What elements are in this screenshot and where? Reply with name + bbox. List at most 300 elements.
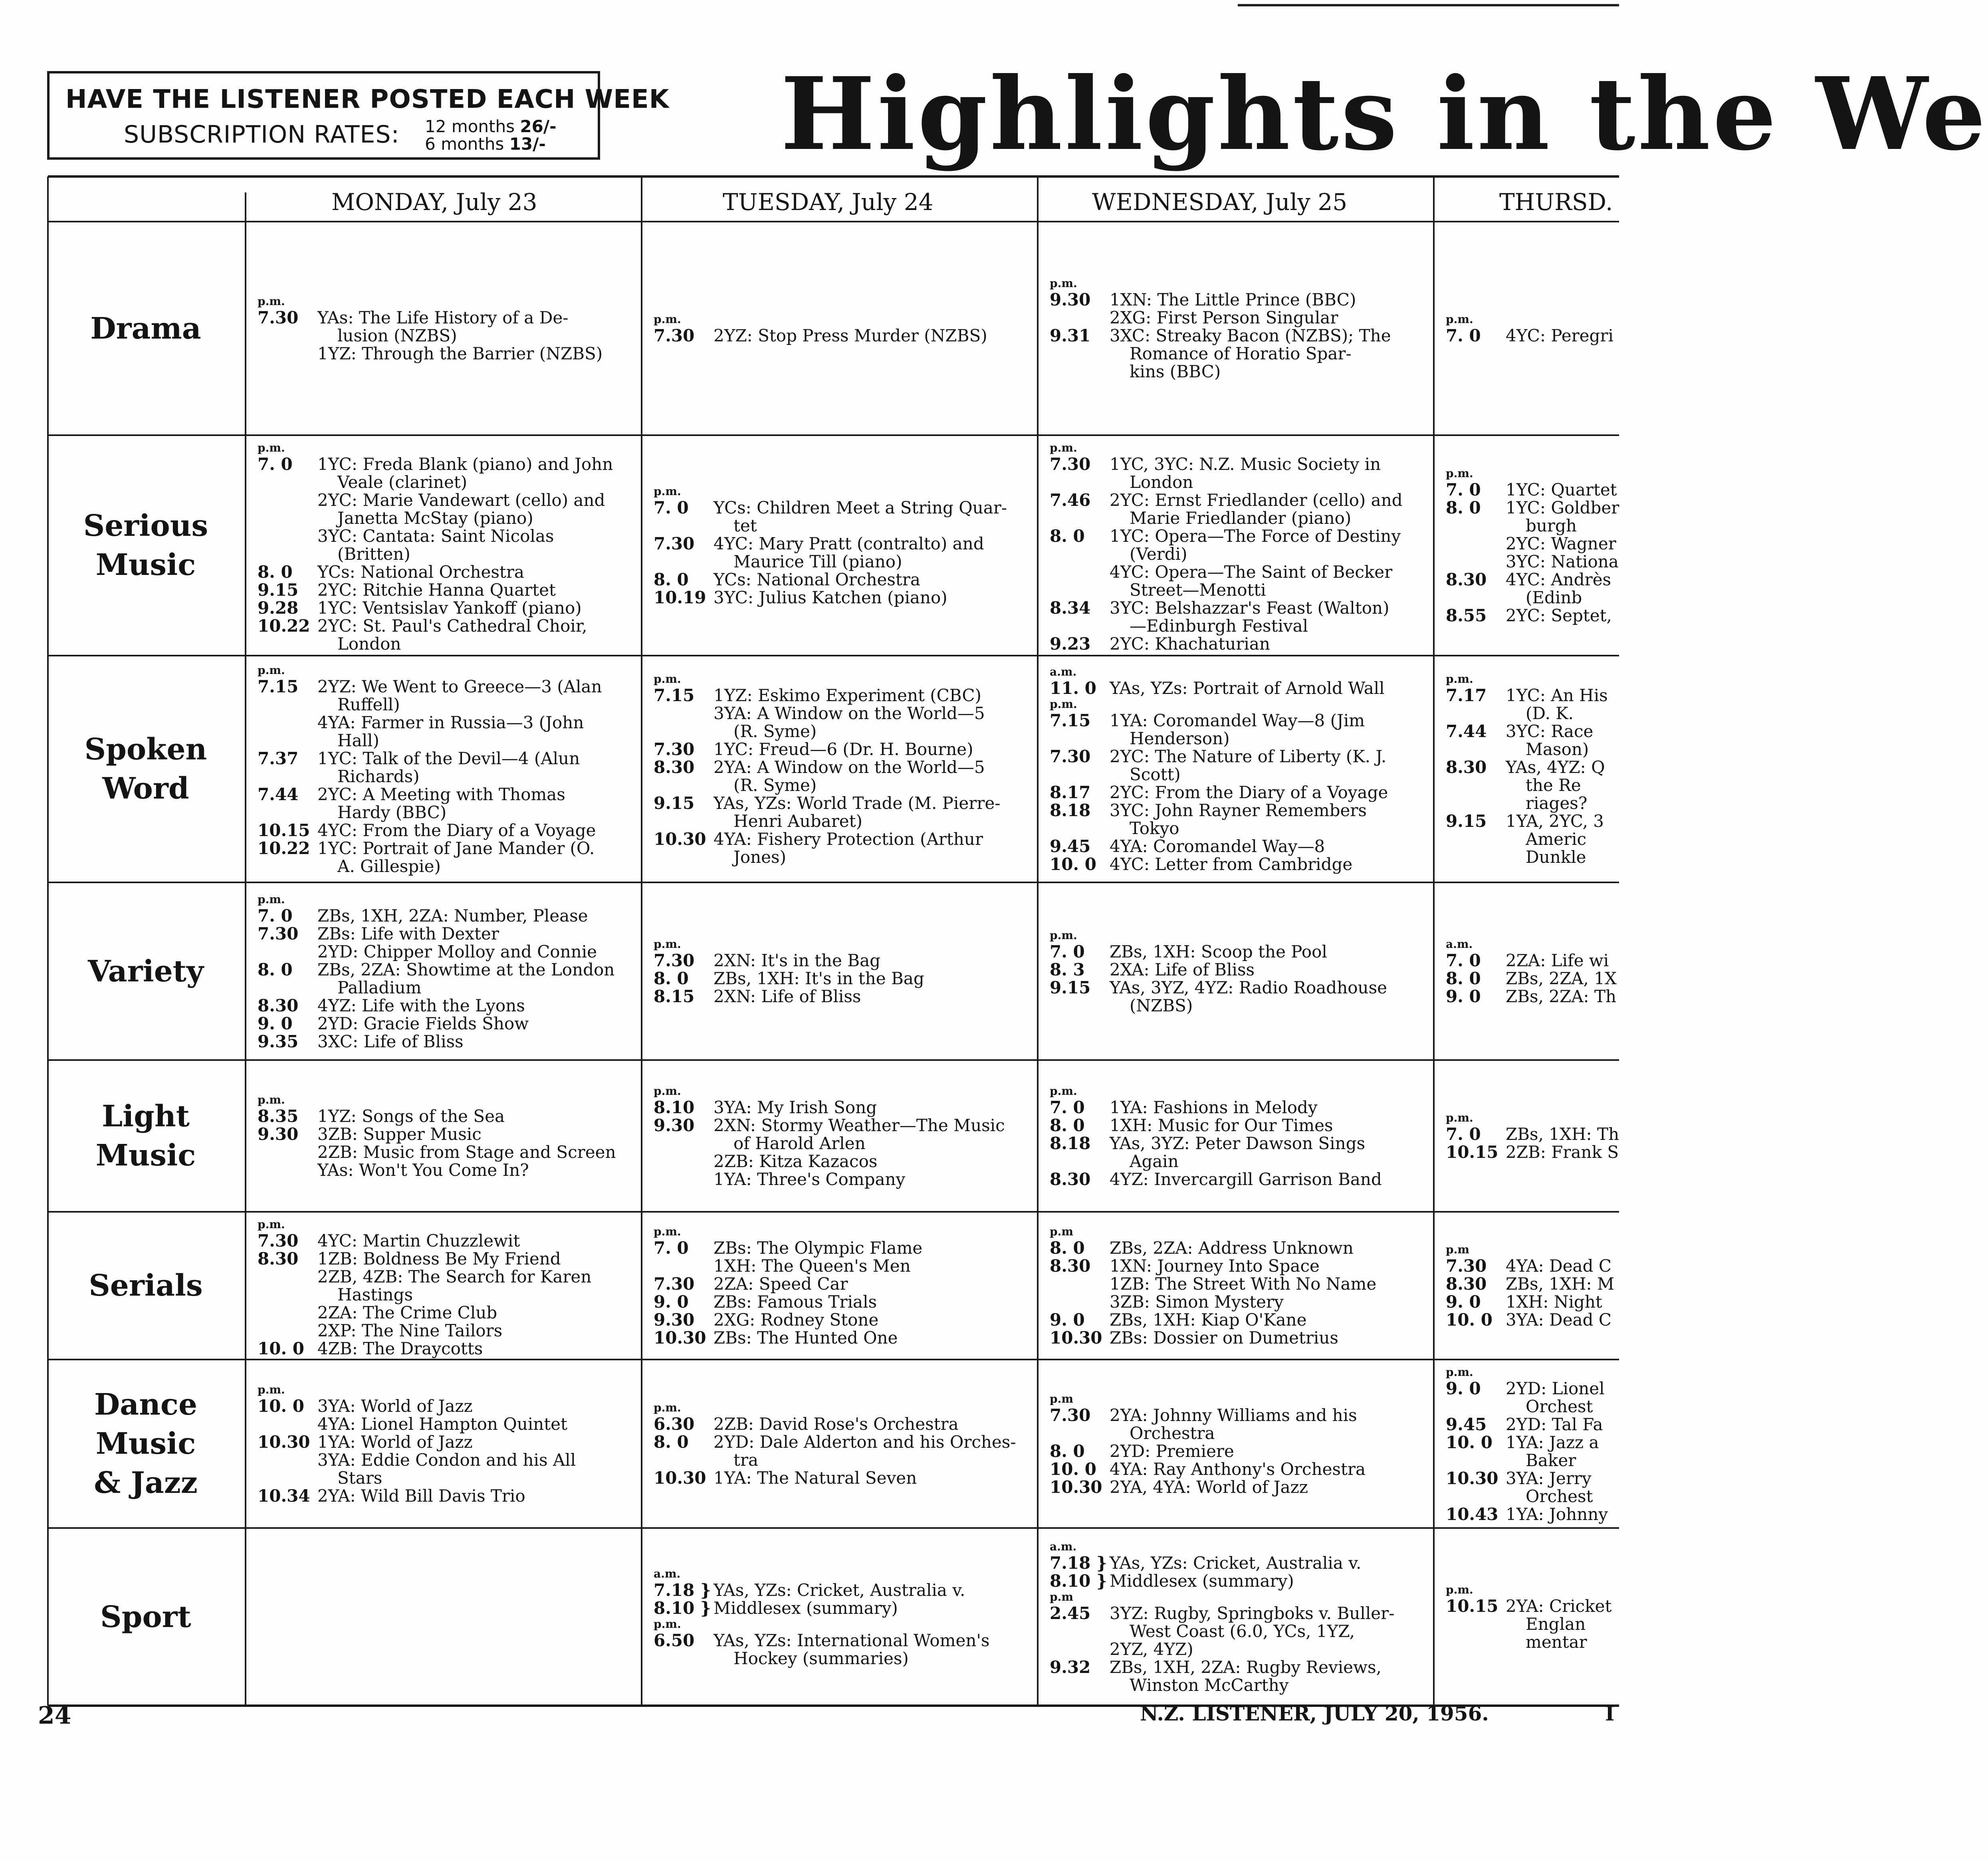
- programme-time: 10.43: [1446, 1504, 1498, 1524]
- programme-entry: [258, 327, 634, 345]
- page-headline: Highlights in the We: [781, 55, 1988, 172]
- programme-text: 2XG: First Person Singular: [1110, 308, 1338, 327]
- programme-time: 7.30: [654, 739, 695, 759]
- programme-entry: [1050, 545, 1426, 563]
- programme-entry: [258, 821, 634, 839]
- programme-text: ZBs, 1XH: M: [1506, 1274, 1615, 1294]
- programme-text: Veale (clarinet): [337, 472, 468, 492]
- programme-entry: [654, 1239, 1030, 1257]
- programme-text: 2YD: Lionel: [1506, 1379, 1605, 1398]
- programme-entry: [654, 758, 1030, 776]
- cell-drama-thursday: [1446, 312, 1611, 345]
- programme-entry: [654, 951, 1030, 969]
- programme-text: Orchest: [1526, 1486, 1593, 1506]
- programme-text: 2XA: Life of Bliss: [1110, 959, 1255, 979]
- programme-entry: [258, 907, 634, 925]
- programme-time: 8. 0: [654, 570, 689, 589]
- programme-text: 4YC: Mary Pratt (contralto) and: [714, 534, 984, 553]
- programme-entry: [258, 581, 634, 599]
- programme-entry: [1050, 1554, 1426, 1572]
- programme-text: ZBs: Dossier on Dumetrius: [1110, 1328, 1338, 1348]
- programme-text: YAs: Won't You Come In?: [317, 1160, 529, 1180]
- programme-entry: [1050, 1152, 1426, 1170]
- programme-text: Henri Aubaret): [733, 811, 862, 831]
- programme-entry: [1050, 997, 1426, 1015]
- programme-text: mentar: [1526, 1632, 1587, 1652]
- footer-right-fragment: I: [1605, 1702, 1615, 1725]
- programme-text: 1YA: World of Jazz: [317, 1432, 473, 1452]
- footer-credit: N.Z. LISTENER, JULY 20, 1956.: [1140, 1702, 1489, 1725]
- programme-text: tra: [733, 1450, 758, 1470]
- programme-text: 1YA: Fashions in Melody: [1110, 1097, 1318, 1117]
- programme-entry: [258, 678, 634, 696]
- programme-text: ZBs: The Olympic Flame: [714, 1238, 923, 1258]
- programme-text: 1YZ: Songs of the Sea: [317, 1106, 505, 1126]
- ampm-label: p.m.: [1446, 1583, 1473, 1596]
- programme-text: 2YD: Premiere: [1110, 1441, 1234, 1461]
- programme-time: 7. 0: [1446, 1124, 1481, 1144]
- programme-text: ZBs, 1XH, 2ZA: Rugby Reviews,: [1110, 1657, 1381, 1677]
- programme-text: Palladium: [337, 977, 422, 997]
- programme-time: 8.10 }: [654, 1598, 711, 1618]
- programme-entry: [1050, 1460, 1426, 1478]
- programme-entry: [1446, 812, 1611, 830]
- programme-entry: [1050, 1622, 1426, 1640]
- category-label: Drama: [90, 311, 201, 346]
- ampm-label: p.m.: [654, 1225, 681, 1238]
- programme-entry: [1446, 1597, 1611, 1615]
- programme-text: 2YC: From the Diary of a Voyage: [1110, 783, 1388, 802]
- programme-text: Orchestra: [1130, 1423, 1215, 1443]
- programme-time: 7.30: [1050, 747, 1091, 766]
- programme-entry: [1446, 1505, 1611, 1523]
- programme-text: tet: [733, 516, 757, 535]
- ampm-label: p.m.: [654, 313, 681, 326]
- programme-entry: [654, 1469, 1030, 1487]
- ampm-label: p.m.: [654, 485, 681, 498]
- programme-time: 8. 0: [1050, 1441, 1085, 1461]
- programme-time: 9.15: [654, 793, 695, 813]
- programme-entry: [654, 1599, 1030, 1617]
- programme-text: YAs, YZs: World Trade (M. Pierre-: [714, 793, 1001, 813]
- cell-serious-music-tuesday: [654, 484, 1030, 606]
- programme-time: 10. 0: [258, 1339, 304, 1358]
- category-serials: [48, 1266, 244, 1305]
- programme-entry: [1446, 1311, 1611, 1329]
- programme-entry: [654, 740, 1030, 758]
- programme-text: ZBs: Famous Trials: [714, 1292, 877, 1312]
- programme-entry: [1446, 758, 1611, 776]
- programme-text: 2YA: Johnny Williams and his: [1110, 1405, 1357, 1425]
- programme-text: ZBs, 1XH, 2ZA: Number, Please: [317, 906, 588, 926]
- ampm-label: p.m.: [1050, 698, 1077, 711]
- programme-text: 3XC: Life of Bliss: [317, 1031, 464, 1051]
- programme-entry: [258, 943, 634, 961]
- programme-text: 3YC: Race: [1506, 721, 1594, 741]
- programme-entry: [1050, 345, 1426, 363]
- programme-text: 2XG: Rodney Stone: [714, 1310, 879, 1330]
- programme-entry: [1050, 581, 1426, 599]
- subscription-rate-12-months: [425, 117, 557, 136]
- programme-text: ZBs, 2ZA: Th: [1506, 987, 1617, 1006]
- programme-text: 4YC: Andrès: [1506, 570, 1611, 589]
- programme-time: 9.30: [1050, 290, 1091, 309]
- programme-entry: [1050, 855, 1426, 873]
- programme-entry: [1050, 599, 1426, 617]
- programme-entry: [1446, 1142, 1619, 1162]
- programme-text: Richards): [337, 766, 420, 786]
- programme-text: 4ZB: The Draycotts: [317, 1339, 483, 1358]
- programme-text: YAs, YZs: Portrait of Arnold Wall: [1110, 678, 1385, 698]
- cell-serials-wednesday: [1050, 1225, 1426, 1347]
- programme-text: 3YC: Julius Katchen (piano): [714, 588, 947, 607]
- ampm-label: p.m: [1050, 1225, 1073, 1238]
- programme-entry: [258, 713, 634, 731]
- grid-horizontal-rule: [48, 1211, 1619, 1213]
- programme-time: 11. 0: [1050, 678, 1096, 698]
- grid-horizontal-rule: [48, 221, 1619, 222]
- programme-text: 2YA: Wild Bill Davis Trio: [317, 1486, 525, 1506]
- programme-entry: [1050, 473, 1426, 491]
- cell-serials-tuesday: [654, 1225, 1030, 1347]
- programme-text: 4YC: From the Diary of a Voyage: [317, 820, 596, 840]
- subscription-rates-label: SUBSCRIPTION RATES:: [124, 121, 400, 149]
- cell-dance-music-jazz-thursday: [1446, 1365, 1611, 1523]
- programme-time: 9.28: [258, 598, 299, 618]
- programme-entry: [258, 803, 634, 821]
- programme-time: 7.30: [654, 1274, 695, 1294]
- programme-text: 1YA, 2YC, 3: [1506, 811, 1604, 831]
- programme-text: Orchest: [1526, 1397, 1593, 1416]
- programme-text: 3YA: My Irish Song: [714, 1097, 877, 1117]
- cell-dance-music-jazz-monday: [258, 1383, 634, 1505]
- programme-entry: [258, 997, 634, 1015]
- programme-time: 8.30: [1050, 1169, 1091, 1189]
- category-drama: [48, 309, 244, 348]
- programme-time: 10.19: [654, 588, 706, 607]
- programme-text: West Coast (6.0, YCs, 1YZ,: [1130, 1621, 1355, 1641]
- programme-time: 7.46: [1050, 490, 1091, 510]
- programme-entry: [1446, 830, 1611, 848]
- programme-entry: [1050, 1676, 1426, 1694]
- programme-time: 8. 0: [1050, 1238, 1085, 1258]
- programme-entry: [258, 1415, 634, 1433]
- programme-text: (Edinb: [1526, 588, 1582, 607]
- programme-entry: [1050, 527, 1426, 545]
- programme-entry: [1446, 1433, 1611, 1451]
- ampm-label: p.m: [1050, 1590, 1073, 1603]
- programme-entry: [258, 509, 634, 527]
- programme-time: 8.30: [1446, 1274, 1487, 1294]
- programme-entry: [654, 1433, 1030, 1451]
- programme-entry: [1050, 1311, 1426, 1329]
- category-label: Variety: [88, 954, 204, 989]
- programme-time: 10.34: [258, 1486, 310, 1506]
- subscription-heading: HAVE THE LISTENER POSTED EACH WEEK: [65, 85, 670, 114]
- programme-entry: [1050, 309, 1426, 327]
- programme-text: 2YD: Chipper Molloy and Connie: [317, 941, 597, 961]
- programme-text: ZBs, 1XH: It's in the Bag: [714, 969, 924, 988]
- programme-entry: [654, 1631, 1030, 1649]
- programme-entry: [258, 599, 634, 617]
- programme-time: 6.30: [654, 1414, 695, 1434]
- programme-text: 4YC: Peregri: [1506, 326, 1613, 345]
- programme-text: 1YC: An His: [1506, 686, 1608, 705]
- programme-text: 2ZB: Music from Stage and Screen: [317, 1142, 616, 1162]
- cell-variety-wednesday: [1050, 928, 1426, 1015]
- programme-entry: [654, 1293, 1030, 1311]
- programme-text: 2YZ, 4YZ): [1110, 1639, 1193, 1659]
- programme-text: 1YA: The Natural Seven: [714, 1468, 917, 1488]
- programme-time: 9.31: [1050, 326, 1091, 345]
- programme-time: 7.30: [654, 534, 695, 553]
- programme-entry: [654, 848, 1030, 866]
- programme-text: 1ZB: Boldness Be My Friend: [317, 1249, 561, 1268]
- programme-entry: [1050, 747, 1426, 765]
- programme-text: 4YA: Ray Anthony's Orchestra: [1110, 1459, 1366, 1479]
- programme-entry: [258, 1232, 634, 1250]
- category-label: Music: [95, 1427, 196, 1461]
- programme-time: 7.30: [258, 1231, 299, 1251]
- programme-text: 3YA: World of Jazz: [317, 1396, 473, 1416]
- programme-text: 2YC: Ernst Friedlander (cello) and: [1110, 490, 1403, 510]
- programme-time: 8. 0: [654, 969, 689, 988]
- programme-entry: [1446, 1415, 1611, 1433]
- cell-light-music-thursday: [1446, 1111, 1619, 1162]
- programme-text: ZBs: Life with Dexter: [317, 924, 499, 943]
- programme-text: 3YA: A Window on the World—5: [714, 704, 985, 723]
- programme-text: 2YC: The Nature of Liberty (K. J.: [1110, 747, 1387, 766]
- programme-text: ZBs, 1XH: Th: [1506, 1124, 1619, 1144]
- programme-text: Maurice Till (piano): [733, 552, 902, 571]
- programme-text: 2ZA: Life wi: [1506, 951, 1609, 970]
- programme-entry: [1050, 819, 1426, 837]
- rate-12-label: 12 months: [425, 117, 515, 136]
- programme-text: Jones): [733, 847, 786, 867]
- programme-entry: [258, 1322, 634, 1340]
- programme-entry: [1446, 740, 1611, 758]
- programme-entry: [1050, 1442, 1426, 1460]
- category-dance-music-jazz: [48, 1385, 244, 1502]
- programme-entry: [258, 563, 634, 581]
- programme-entry: [1050, 1275, 1426, 1293]
- programme-entry: [1446, 1451, 1611, 1469]
- programme-time: 9. 0: [1446, 987, 1481, 1006]
- programme-entry: [1446, 571, 1611, 589]
- grid-horizontal-rule: [48, 434, 1619, 436]
- programme-entry: [258, 345, 634, 363]
- programme-text: 4YC: Letter from Cambridge: [1110, 854, 1353, 874]
- programme-text: 1YC: Freud—6 (Dr. H. Bourne): [714, 739, 973, 759]
- cell-spoken-word-tuesday: [654, 672, 1030, 866]
- programme-entry: [258, 1033, 634, 1050]
- programme-text: 2YC: A Meeting with Thomas: [317, 784, 565, 804]
- programme-time: 9.30: [654, 1310, 695, 1330]
- programme-entry: [258, 749, 634, 767]
- programme-entry: [654, 327, 1030, 345]
- programme-text: Stars: [337, 1468, 383, 1488]
- programme-time: 9.30: [258, 1124, 299, 1144]
- programme-text: (R. Syme): [733, 775, 817, 795]
- programme-text: 1YC: Freda Blank (piano) and John: [317, 454, 613, 474]
- programme-entry: [1050, 943, 1426, 961]
- day-header-wednesday: WEDNESDAY, July 25: [1092, 188, 1348, 216]
- programme-time: 8.17: [1050, 783, 1091, 802]
- programme-text: 4YC: Opera—The Saint of Becker: [1110, 562, 1393, 582]
- programme-entry: [1050, 363, 1426, 381]
- programme-entry: [1446, 686, 1611, 704]
- programme-text: YAs, YZs: International Women's: [714, 1630, 990, 1650]
- programme-text: (R. Syme): [733, 721, 817, 741]
- programme-text: 2YC: St. Paul's Cathedral Choir,: [317, 616, 587, 636]
- day-header-thursday: THURSD.: [1499, 188, 1613, 216]
- programme-text: 1YA: Three's Company: [714, 1169, 906, 1189]
- programme-entry: [1446, 589, 1611, 606]
- programme-time: 8.34: [1050, 598, 1091, 618]
- programme-text: Winston McCarthy: [1130, 1675, 1289, 1695]
- programme-text: 2ZB: Frank S: [1506, 1142, 1619, 1162]
- programme-text: lusion (NZBS): [337, 326, 457, 345]
- programme-time: 8.30: [654, 757, 695, 777]
- programme-entry: [258, 491, 634, 509]
- programme-time: 8.10 }: [1050, 1571, 1107, 1591]
- programme-text: 3YC: Belshazzar's Feast (Walton): [1110, 598, 1389, 618]
- programme-text: 1YA: Jazz a: [1506, 1433, 1599, 1452]
- ampm-label: p.m: [1446, 1243, 1469, 1256]
- programme-text: 3XC: Streaky Bacon (NZBS); The: [1110, 326, 1391, 345]
- programme-text: ZBs, 1XH: Kiap O'Kane: [1110, 1310, 1307, 1330]
- cell-variety-monday: [258, 892, 634, 1050]
- programme-text: Hastings: [337, 1285, 413, 1304]
- programme-text: burgh: [1526, 516, 1577, 535]
- programme-text: Baker: [1526, 1451, 1576, 1470]
- programme-entry: [1050, 491, 1426, 509]
- programme-entry: [1446, 1397, 1611, 1415]
- programme-time: 7. 0: [654, 498, 689, 517]
- programme-text: 3YZ: Rugby, Springboks v. Buller-: [1110, 1603, 1395, 1623]
- programme-time: 8.30: [258, 1249, 299, 1268]
- programme-entry: [1050, 765, 1426, 783]
- programme-text: 3YC: Cantata: Saint Nicolas: [317, 526, 554, 546]
- programme-time: 7.30: [258, 308, 299, 327]
- programme-entry: [1050, 1098, 1426, 1116]
- cell-light-music-tuesday: [654, 1084, 1030, 1188]
- ampm-label: p.m.: [1050, 928, 1077, 942]
- programme-time: 7.44: [1446, 721, 1487, 741]
- programme-time: 9.35: [258, 1031, 299, 1051]
- programme-text: Scott): [1130, 765, 1181, 784]
- programme-entry: [1446, 1469, 1611, 1487]
- programme-time: 9.23: [1050, 634, 1091, 654]
- category-label: & Jazz: [94, 1466, 198, 1500]
- programme-time: 9. 0: [1050, 1310, 1085, 1330]
- category-label: Word: [102, 771, 189, 806]
- programme-entry: [654, 1275, 1030, 1293]
- programme-entry: [258, 857, 634, 875]
- ampm-label: p.m.: [258, 441, 285, 454]
- cell-spoken-word-wednesday: [1050, 665, 1426, 873]
- programme-time: 8. 0: [1050, 1115, 1085, 1135]
- rate-6-price: 13/-: [509, 134, 546, 154]
- programme-text: 2ZA: Speed Car: [714, 1274, 848, 1294]
- rate-12-price: 26/-: [520, 117, 557, 136]
- category-label: Music: [95, 548, 196, 582]
- programme-time: 7. 0: [258, 454, 293, 474]
- programme-entry: [258, 979, 634, 997]
- cell-serials-thursday: [1446, 1243, 1615, 1330]
- programme-entry: [654, 987, 1030, 1005]
- programme-entry: [654, 1581, 1030, 1599]
- programme-entry: [258, 1161, 634, 1179]
- programme-time: 6.50: [654, 1630, 695, 1650]
- programme-time: 7.30: [654, 951, 695, 970]
- grid-horizontal-rule: [48, 655, 1619, 656]
- cell-serials-monday: [258, 1217, 634, 1358]
- day-header-monday: MONDAY, July 23: [331, 188, 537, 216]
- programme-entry: [1050, 1116, 1426, 1134]
- programme-text: London: [1130, 472, 1193, 492]
- programme-text: Marie Friedlander (piano): [1130, 508, 1352, 528]
- cell-serious-music-thursday: [1446, 466, 1619, 625]
- programme-entry: [654, 1098, 1030, 1116]
- programme-entry: [1050, 291, 1426, 309]
- programme-entry: [258, 1268, 634, 1286]
- programme-time: 8. 0: [1446, 498, 1481, 517]
- programme-text: 1ZB: The Street With No Name: [1110, 1274, 1377, 1294]
- programme-text: YCs: National Orchestra: [714, 570, 920, 589]
- programme-entry: [654, 535, 1030, 553]
- programme-time: 9.32: [1050, 1657, 1091, 1677]
- programme-entry: [654, 1649, 1030, 1667]
- programme-entry: [1050, 509, 1426, 527]
- programme-text: 2YA: A Window on the World—5: [714, 757, 985, 777]
- category-label: Spoken: [84, 732, 207, 767]
- programme-entry: [258, 785, 634, 803]
- programme-entry: [258, 1433, 634, 1451]
- programme-text: 2XN: Life of Bliss: [714, 987, 861, 1006]
- programme-time: 7.30: [1446, 1256, 1487, 1276]
- ampm-label: p.m.: [1050, 277, 1077, 290]
- programme-time: 9.30: [654, 1115, 695, 1135]
- programme-entry: [1446, 1274, 1615, 1294]
- top-rule: [1238, 4, 1619, 6]
- programme-text: 1YA: Johnny: [1506, 1504, 1608, 1524]
- programme-entry: [258, 731, 634, 749]
- programme-text: 3YA: Dead C: [1506, 1310, 1611, 1330]
- programme-text: 1YC: Opera—The Force of Destiny: [1110, 526, 1401, 546]
- programme-time: 7.30: [1050, 1405, 1091, 1425]
- programme-time: 8.10: [654, 1097, 695, 1117]
- programme-text: YAs, 4YZ: Q: [1506, 757, 1605, 777]
- programme-time: 10. 0: [1050, 854, 1096, 874]
- ampm-label: p.m.: [1050, 1084, 1077, 1098]
- programme-entry: [1050, 783, 1426, 801]
- grid-horizontal-rule: [48, 1059, 1619, 1061]
- ampm-label: p.m.: [258, 892, 285, 906]
- programme-entry: [1050, 1478, 1426, 1496]
- programme-text: YAs, YZs: Cricket, Australia v.: [1110, 1553, 1362, 1573]
- programme-entry: [258, 1304, 634, 1322]
- ampm-label: a.m.: [654, 1567, 681, 1580]
- programme-entry: [258, 635, 634, 653]
- programme-entry: [1446, 1379, 1611, 1397]
- category-label: Dance: [94, 1387, 198, 1422]
- programme-entry: [258, 696, 634, 713]
- programme-time: 7.18 }: [654, 1580, 711, 1600]
- programme-entry: [654, 1134, 1030, 1152]
- programme-text: 4YA: Farmer in Russia—3 (John: [317, 712, 584, 732]
- programme-entry: [1050, 1170, 1426, 1188]
